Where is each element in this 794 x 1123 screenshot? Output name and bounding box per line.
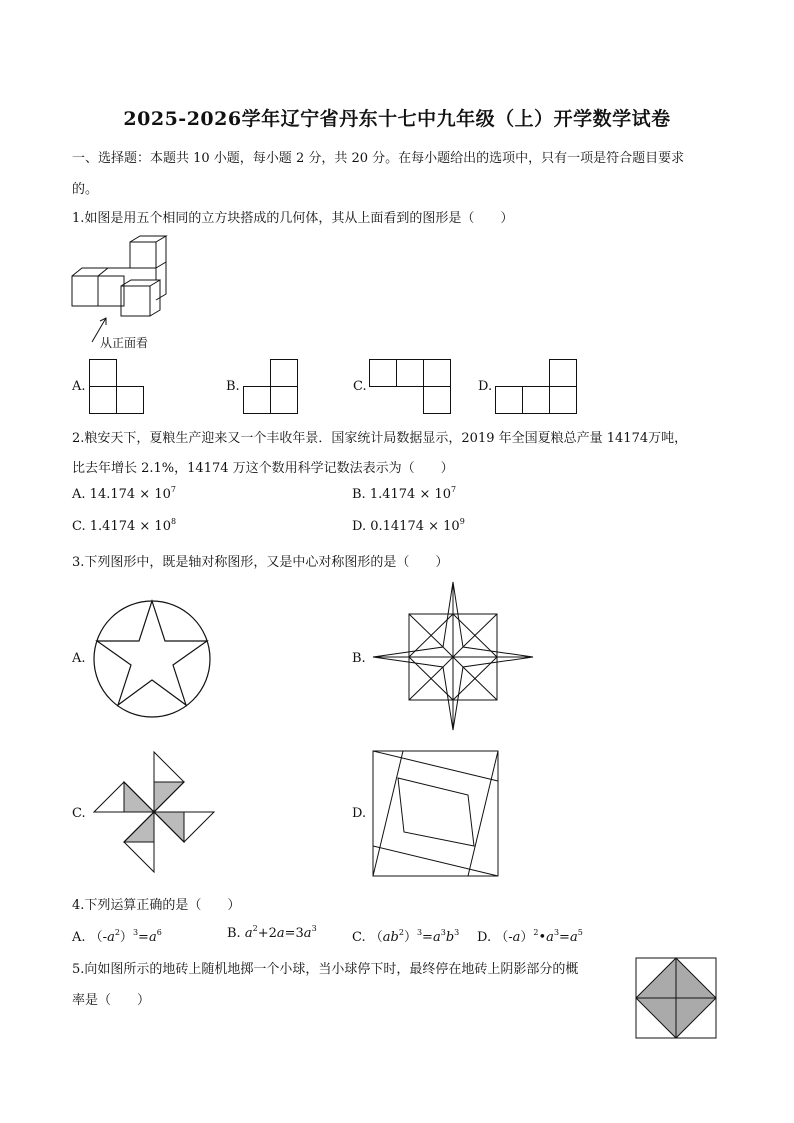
q3-option-b-compass-star [371,582,535,732]
q3-option-b-label: B. [352,651,366,666]
q2-option-a: A. $14.174 \times 10^7$ [72,485,176,502]
view-label: 从正面看 [100,336,149,350]
q3-option-c-pinwheel [92,752,216,876]
q4-option-d: D. $(-a)^2•a^3=a^5$ [477,928,583,945]
section-heading: 一、选择题：本题共 10 小题，每小题 2 分，共 20 分。在每小题给出的选项中，只有一项是符合题目要求 [72,151,685,166]
q2-option-c: C. $1.4174 \times 10^8$ [72,517,177,534]
q3-option-a-label: A. [72,651,86,666]
question-2-stem-cont: 比去年增长 2.1%，14174 万这个数用科学记数法表示为（ ） [72,461,454,476]
q1-option-a-figure [89,359,145,415]
question-3-stem: 3.下列图形中，既是轴对称图形，又是中心对称图形的是（ ） [72,555,449,570]
q1-option-c-figure [369,359,453,415]
question-2-stem: 2.粮安天下，夏粮生产迎来又一个丰收年景．国家统计局数据显示，2019 年全国夏粮总产量 14174万吨， [72,431,688,446]
q5-tile-figure [635,957,719,1041]
q2-option-d: D. $0.14174 \times 10^9$ [352,517,465,534]
q1-option-b-figure [243,359,299,415]
q3-option-a-star-in-circle [92,599,212,719]
question-5-stem: 5.向如图所示的地砖上随机地掷一个小球，当小球停下时，最终停在地砖上阴影部分的概 [72,962,579,977]
page-title: 2025-2026学年辽宁省丹东十七中九年级（上）开学数学试卷 [123,108,671,130]
q1-option-c-label: C. [353,379,367,394]
question-5-stem-cont: 率是（ ） [72,993,151,1008]
q1-option-d-figure [495,359,579,415]
cube-solid-figure [68,236,178,320]
q3-option-c-label: C. [72,806,86,821]
question-4-stem: 4.下列运算正确的是（ ） [72,898,241,913]
q2-option-b: B. $1.4174 \times 10^7$ [352,485,457,502]
q1-option-a-label: A. [72,379,86,394]
question-1-stem: 1.如图是用五个相同的立方块搭成的几何体，其从上面看到的图形是（ ） [72,211,514,226]
q1-option-d-label: D. [478,379,493,394]
q4-option-c: C. $(ab^2)^3=a^3b^3$ [352,928,460,945]
q4-option-a: A. $(-a^2)^3=a^6$ [72,928,162,945]
q3-option-d-square-pattern [372,750,500,878]
q4-option-b: B. $a^2+2a=3a^3$ [227,924,317,941]
q3-option-d-label: D. [352,806,367,821]
section-heading-cont: 的。 [72,182,99,197]
q1-option-b-label: B. [226,379,240,394]
